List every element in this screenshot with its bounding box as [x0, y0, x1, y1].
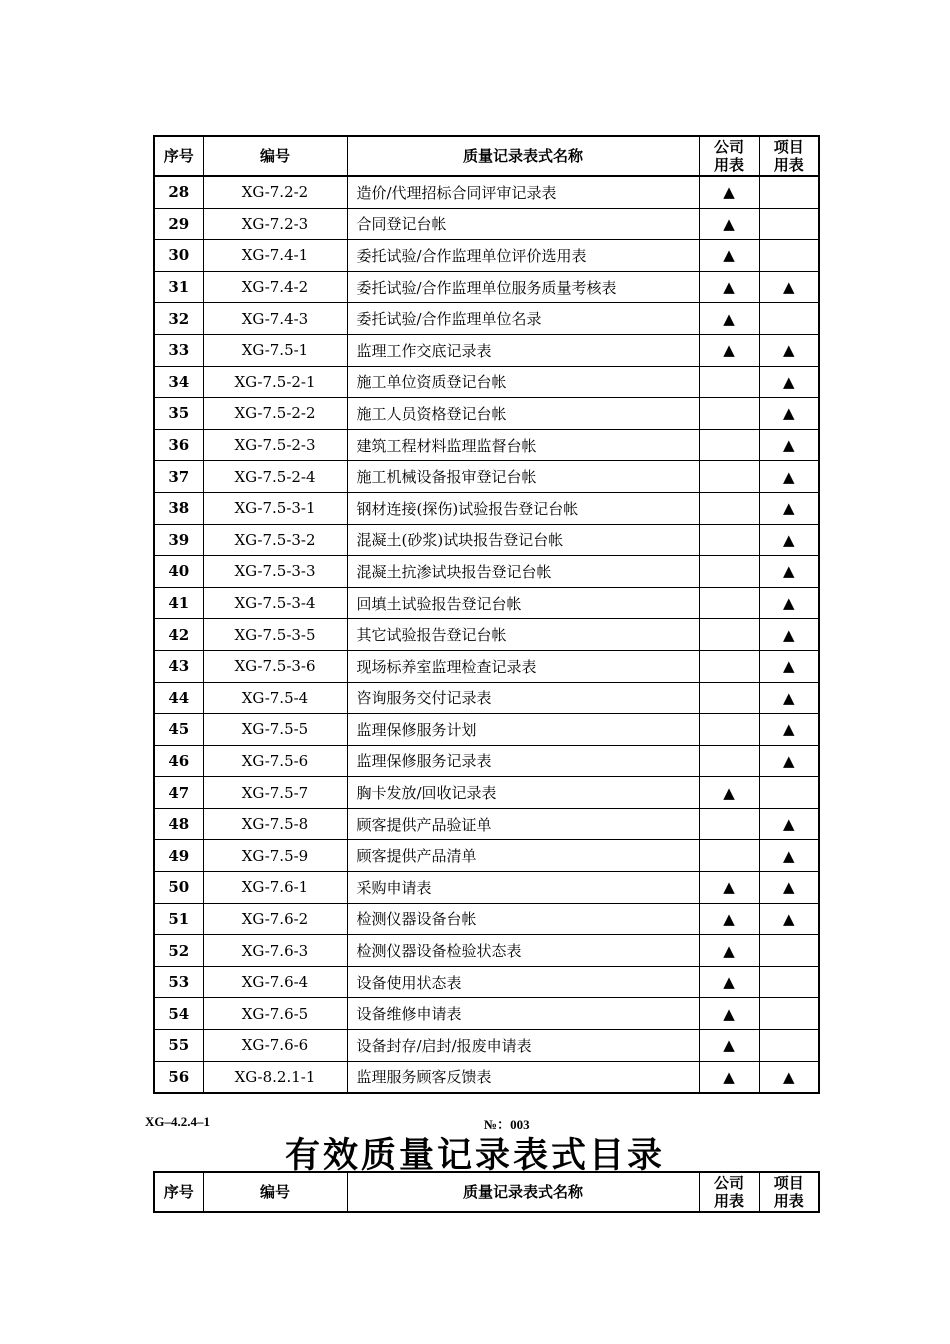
row-form-name: 监理工作交底记录表: [347, 334, 699, 366]
row-number: 46: [154, 745, 203, 777]
project-use-mark: [759, 1030, 819, 1062]
triangle-icon: ▲: [723, 1067, 735, 1086]
row-code: XG-7.5-3-4: [203, 587, 347, 619]
triangle-icon: ▲: [723, 1036, 735, 1055]
row-number: 45: [154, 714, 203, 746]
triangle-icon: ▲: [782, 878, 795, 897]
company-use-mark: [699, 935, 759, 967]
table-row: [154, 303, 819, 335]
triangle-icon: ▲: [723, 309, 735, 328]
project-use-mark: [759, 366, 819, 398]
table-row: [154, 461, 819, 493]
row-code: XG-7.5-3-6: [203, 650, 347, 682]
header-company-line1: 公司: [713, 138, 744, 156]
row-number: 33: [154, 334, 203, 366]
project-use-mark: [759, 777, 819, 809]
header-seq: 序号: [154, 136, 203, 176]
row-number: 55: [154, 1030, 203, 1062]
project-use-mark: [759, 935, 819, 967]
project-use-mark: [759, 682, 819, 714]
table-row: [154, 271, 819, 303]
table-row: [154, 745, 819, 777]
row-code: XG-7.5-2-4: [203, 461, 347, 493]
project-use-mark: [759, 745, 819, 777]
triangle-icon: ▲: [782, 436, 795, 455]
row-code: XG-7.4-3: [203, 303, 347, 335]
project-use-mark: [759, 461, 819, 493]
project-use-mark: [759, 998, 819, 1030]
table-row: [154, 429, 819, 461]
row-form-name: 采购申请表: [347, 872, 699, 904]
company-use-mark: [699, 777, 759, 809]
row-number: 47: [154, 777, 203, 809]
quality-records-table-continued: [153, 1171, 820, 1213]
triangle-icon: ▲: [782, 751, 795, 770]
header-project-line2: 用表: [773, 1192, 804, 1210]
table-row: [154, 524, 819, 556]
row-code: XG-7.6-3: [203, 935, 347, 967]
table-row: [154, 208, 819, 240]
table-row: [154, 1061, 819, 1093]
triangle-icon: ▲: [782, 278, 795, 297]
row-number: 53: [154, 966, 203, 998]
row-form-name: 其它试验报告登记台帐: [347, 619, 699, 651]
table-row: [154, 872, 819, 904]
project-use-mark: [759, 650, 819, 682]
project-use-mark: [759, 524, 819, 556]
row-code: XG-7.5-2-1: [203, 366, 347, 398]
triangle-icon: ▲: [782, 625, 795, 644]
row-code: XG-7.5-7: [203, 777, 347, 809]
table-row: [154, 492, 819, 524]
company-use-mark: [699, 492, 759, 524]
triangle-icon: ▲: [782, 1067, 795, 1086]
header-code: 编号: [203, 1172, 347, 1212]
row-code: XG-7.5-3-2: [203, 524, 347, 556]
table-row: [154, 808, 819, 840]
company-use-mark: [699, 240, 759, 272]
company-use-mark: [699, 745, 759, 777]
company-use-mark: [699, 587, 759, 619]
row-number: 28: [154, 176, 203, 208]
row-form-name: 混凝土(砂浆)试块报告登记台帐: [347, 524, 699, 556]
row-form-name: 施工机械设备报审登记台帐: [347, 461, 699, 493]
row-number: 34: [154, 366, 203, 398]
triangle-icon: ▲: [723, 878, 735, 897]
header-name: 质量记录表式名称: [347, 136, 699, 176]
row-number: 36: [154, 429, 203, 461]
project-use-mark: [759, 966, 819, 998]
company-use-mark: [699, 619, 759, 651]
table-row: [154, 966, 819, 998]
project-use-mark: [759, 714, 819, 746]
header-name: 质量记录表式名称: [347, 1172, 699, 1212]
row-code: XG-7.4-2: [203, 271, 347, 303]
company-use-mark: [699, 903, 759, 935]
row-form-name: 委托试验/合作监理单位评价选用表: [347, 240, 699, 272]
header-company-line2: 用表: [713, 156, 744, 174]
triangle-icon: ▲: [723, 214, 735, 233]
header-company-line2: 用表: [713, 1192, 744, 1210]
project-use-mark: [759, 240, 819, 272]
project-use-mark: [759, 1061, 819, 1093]
row-code: XG-7.6-1: [203, 872, 347, 904]
row-form-name: 监理保修服务计划: [347, 714, 699, 746]
header-code: 编号: [203, 136, 347, 176]
row-number: 40: [154, 556, 203, 588]
project-use-mark: [759, 808, 819, 840]
header-project: [759, 136, 819, 176]
company-use-mark: [699, 808, 759, 840]
table-row: [154, 398, 819, 430]
row-code: XG-7.5-6: [203, 745, 347, 777]
row-form-name: 现场标养室监理检查记录表: [347, 650, 699, 682]
table-header-row: [154, 1172, 819, 1212]
company-use-mark: [699, 682, 759, 714]
row-number: 39: [154, 524, 203, 556]
row-code: XG-7.5-5: [203, 714, 347, 746]
triangle-icon: ▲: [782, 404, 795, 423]
row-form-name: 顾客提供产品验证单: [347, 808, 699, 840]
table-row: [154, 240, 819, 272]
row-form-name: 监理服务顾客反馈表: [347, 1061, 699, 1093]
project-use-mark: [759, 556, 819, 588]
company-use-mark: [699, 303, 759, 335]
row-form-name: 委托试验/合作监理单位服务质量考核表: [347, 271, 699, 303]
row-code: XG-7.2-3: [203, 208, 347, 240]
row-form-name: 检测仪器设备台帐: [347, 903, 699, 935]
header-company: [699, 1172, 759, 1212]
project-use-mark: [759, 398, 819, 430]
row-code: XG-7.6-5: [203, 998, 347, 1030]
row-form-name: 施工人员资格登记台帐: [347, 398, 699, 430]
row-number: 52: [154, 935, 203, 967]
row-code: XG-7.5-4: [203, 682, 347, 714]
row-number: 49: [154, 840, 203, 872]
project-use-mark: [759, 303, 819, 335]
company-use-mark: [699, 998, 759, 1030]
row-number: 35: [154, 398, 203, 430]
table-row: [154, 366, 819, 398]
row-number: 51: [154, 903, 203, 935]
row-code: XG-7.5-3-5: [203, 619, 347, 651]
row-number: 41: [154, 587, 203, 619]
triangle-icon: ▲: [723, 278, 735, 297]
row-number: 32: [154, 303, 203, 335]
project-use-mark: [759, 587, 819, 619]
table-row: [154, 840, 819, 872]
triangle-icon: ▲: [782, 467, 795, 486]
company-use-mark: [699, 208, 759, 240]
project-use-mark: [759, 872, 819, 904]
company-use-mark: [699, 966, 759, 998]
company-use-mark: [699, 398, 759, 430]
project-use-mark: [759, 271, 819, 303]
row-form-name: 设备维修申请表: [347, 998, 699, 1030]
row-code: XG-7.4-1: [203, 240, 347, 272]
project-use-mark: [759, 429, 819, 461]
header-seq: 序号: [154, 1172, 203, 1212]
table-header-row: [154, 136, 819, 176]
triangle-icon: ▲: [723, 973, 735, 992]
project-use-mark: [759, 176, 819, 208]
company-use-mark: [699, 461, 759, 493]
company-use-mark: [699, 271, 759, 303]
document-code: XG–4.2.4–1: [145, 1114, 210, 1129]
row-code: XG-7.5-9: [203, 840, 347, 872]
triangle-icon: ▲: [723, 341, 735, 360]
table-row: [154, 176, 819, 208]
row-number: 44: [154, 682, 203, 714]
triangle-icon: ▲: [782, 372, 795, 391]
header-company-line1: 公司: [713, 1174, 744, 1192]
row-number: 54: [154, 998, 203, 1030]
row-form-name: 钢材连接(探伤)试验报告登记台帐: [347, 492, 699, 524]
row-code: XG-7.6-4: [203, 966, 347, 998]
company-use-mark: [699, 429, 759, 461]
header-project-line1: 项目: [773, 1174, 804, 1192]
table-row: [154, 650, 819, 682]
header-project: [759, 1172, 819, 1212]
document-number: №：003: [484, 1117, 530, 1132]
project-use-mark: [759, 840, 819, 872]
triangle-icon: ▲: [723, 909, 735, 928]
header-project-line1: 项目: [773, 138, 804, 156]
row-number: 43: [154, 650, 203, 682]
table-row: [154, 903, 819, 935]
row-code: XG-7.6-2: [203, 903, 347, 935]
company-use-mark: [699, 556, 759, 588]
project-use-mark: [759, 492, 819, 524]
table-row: [154, 714, 819, 746]
company-use-mark: [699, 1061, 759, 1093]
row-number: 38: [154, 492, 203, 524]
company-use-mark: [699, 650, 759, 682]
triangle-icon: ▲: [782, 562, 795, 581]
triangle-icon: ▲: [723, 1004, 735, 1023]
row-number: 31: [154, 271, 203, 303]
row-code: XG-7.5-3-1: [203, 492, 347, 524]
triangle-icon: ▲: [782, 815, 795, 834]
table-row: [154, 619, 819, 651]
row-form-name: 监理保修服务记录表: [347, 745, 699, 777]
triangle-icon: ▲: [782, 846, 795, 865]
row-code: XG-7.5-8: [203, 808, 347, 840]
row-number: 29: [154, 208, 203, 240]
row-number: 30: [154, 240, 203, 272]
table-row: [154, 998, 819, 1030]
row-number: 48: [154, 808, 203, 840]
row-code: XG-7.2-2: [203, 176, 347, 208]
triangle-icon: ▲: [723, 183, 735, 202]
row-form-name: 委托试验/合作监理单位名录: [347, 303, 699, 335]
row-number: 56: [154, 1061, 203, 1093]
company-use-mark: [699, 334, 759, 366]
row-number: 42: [154, 619, 203, 651]
row-code: XG-7.5-3-3: [203, 556, 347, 588]
triangle-icon: ▲: [782, 909, 795, 928]
table-row: [154, 334, 819, 366]
row-form-name: 回填土试验报告登记台帐: [347, 587, 699, 619]
quality-records-table: [153, 135, 820, 1094]
document-title: 有效质量记录表式目录: [284, 1136, 665, 1176]
table-row: [154, 1030, 819, 1062]
triangle-icon: ▲: [782, 594, 795, 613]
company-use-mark: [699, 366, 759, 398]
row-form-name: 胸卡发放/回收记录表: [347, 777, 699, 809]
row-form-name: 合同登记台帐: [347, 208, 699, 240]
triangle-icon: ▲: [723, 783, 735, 802]
triangle-icon: ▲: [723, 941, 735, 960]
project-use-mark: [759, 334, 819, 366]
table-row: [154, 777, 819, 809]
row-code: XG-7.5-2-3: [203, 429, 347, 461]
row-form-name: 设备使用状态表: [347, 966, 699, 998]
row-form-name: 施工单位资质登记台帐: [347, 366, 699, 398]
table-row: [154, 682, 819, 714]
triangle-icon: ▲: [782, 530, 795, 549]
header-company: [699, 136, 759, 176]
row-form-name: 设备封存/启封/报废申请表: [347, 1030, 699, 1062]
triangle-icon: ▲: [782, 688, 795, 707]
company-use-mark: [699, 714, 759, 746]
table-row: [154, 556, 819, 588]
row-form-name: 顾客提供产品清单: [347, 840, 699, 872]
row-code: XG-7.6-6: [203, 1030, 347, 1062]
row-code: XG-7.5-1: [203, 334, 347, 366]
row-code: XG-7.5-2-2: [203, 398, 347, 430]
triangle-icon: ▲: [782, 341, 795, 360]
company-use-mark: [699, 1030, 759, 1062]
row-form-name: 建筑工程材料监理监督台帐: [347, 429, 699, 461]
table-row: [154, 587, 819, 619]
project-use-mark: [759, 903, 819, 935]
row-number: 50: [154, 872, 203, 904]
table-body: [154, 176, 819, 1093]
company-use-mark: [699, 176, 759, 208]
project-use-mark: [759, 208, 819, 240]
triangle-icon: ▲: [723, 246, 735, 265]
project-use-mark: [759, 619, 819, 651]
company-use-mark: [699, 524, 759, 556]
row-code: XG-8.2.1-1: [203, 1061, 347, 1093]
triangle-icon: ▲: [782, 499, 795, 518]
row-form-name: 混凝土抗渗试块报告登记台帐: [347, 556, 699, 588]
table-row: [154, 935, 819, 967]
triangle-icon: ▲: [782, 720, 795, 739]
row-form-name: 咨询服务交付记录表: [347, 682, 699, 714]
company-use-mark: [699, 872, 759, 904]
triangle-icon: ▲: [782, 657, 795, 676]
company-use-mark: [699, 840, 759, 872]
header-project-line2: 用表: [773, 156, 804, 174]
row-form-name: 造价/代理招标合同评审记录表: [347, 176, 699, 208]
row-number: 37: [154, 461, 203, 493]
row-form-name: 检测仪器设备检验状态表: [347, 935, 699, 967]
